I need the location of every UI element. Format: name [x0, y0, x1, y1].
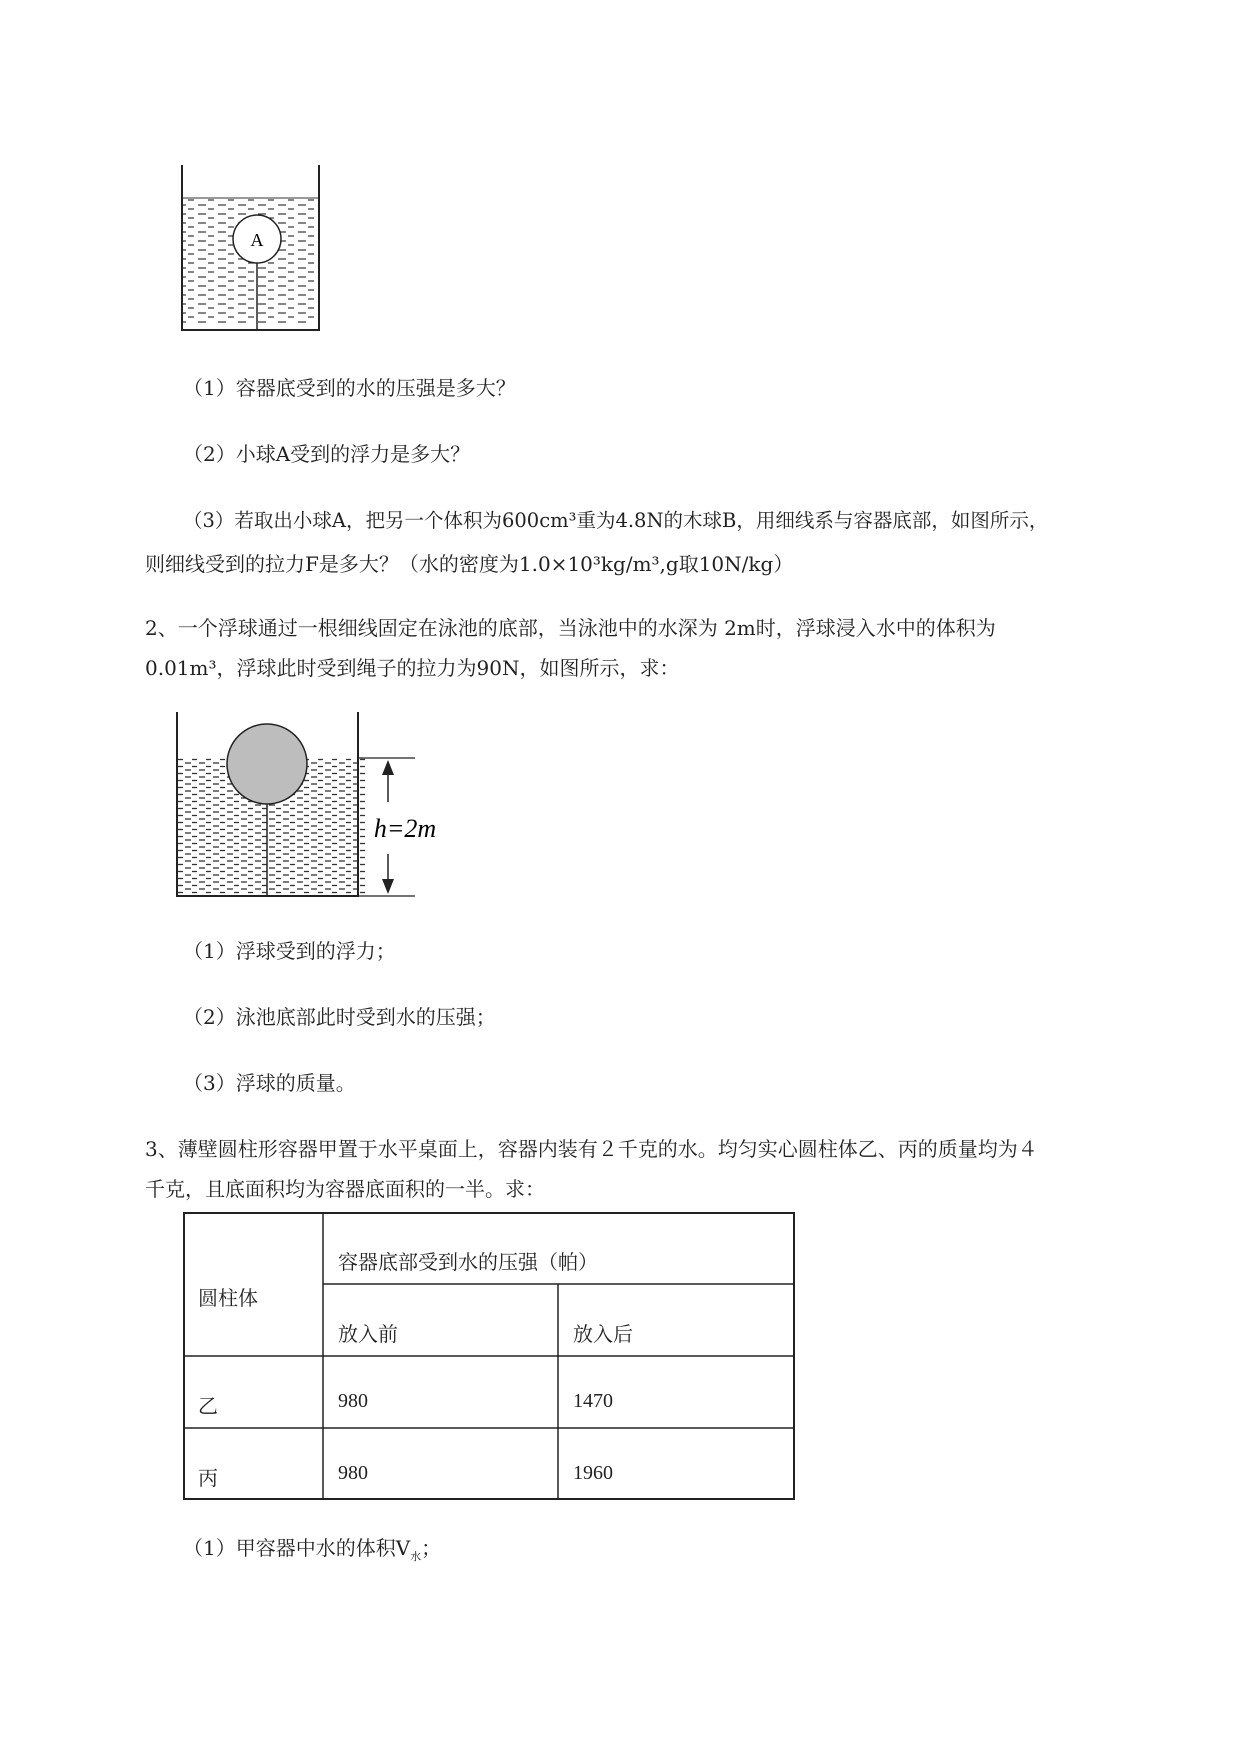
q1-sub2: （2）小球A受到的浮力是多大？ — [183, 442, 471, 466]
pool-float-figure — [170, 712, 440, 902]
col-before-header: 放入前 — [338, 1324, 398, 1346]
q3-line2: 千克，且底面积均为容器底面积的一半。求： — [145, 1177, 545, 1201]
row-yi-name: 乙 — [198, 1396, 218, 1418]
q3-sub1-subscript: 水 — [410, 1550, 422, 1563]
q3-sub1-text: （1）甲容器中水的体积V — [183, 1536, 411, 1560]
depth-label: h=2m — [373, 814, 437, 843]
q1-sub3-line2: 则细线受到的拉力F是多大？（水的密度为1.0×10³kg/m³,g取10N/kg） — [145, 552, 794, 576]
pressure-table — [183, 1212, 795, 1500]
row-header-cell: 圆柱体 — [198, 1288, 258, 1310]
q1-sub3-line1: （3）若取出小球A，把另一个体积为600cm³重为4.8N的木球B，用细线系与容器底部，如图所示， — [183, 509, 1049, 532]
q3-sub1-end: ； — [421, 1536, 442, 1560]
q3-sub1 — [183, 1534, 441, 1571]
col-after-header: 放入后 — [573, 1324, 633, 1346]
row-yi-before: 980 — [338, 1390, 368, 1412]
group-header-cell: 容器底部受到水的压强（帕） — [338, 1252, 598, 1274]
row-bing-after: 1960 — [573, 1462, 613, 1484]
q2-sub2: （2）泳池底部此时受到水的压强； — [183, 1005, 496, 1029]
q2-line1: 2、一个浮球通过一根细线固定在泳池的底部，当泳池中的水深为 2m时，浮球浸入水中的体积为 — [145, 616, 996, 640]
q2-sub1: （1）浮球受到的浮力； — [183, 939, 396, 963]
q2-line2: 0.01m³，浮球此时受到绳子的拉力为90N，如图所示，求： — [145, 656, 680, 680]
row-bing-name: 丙 — [198, 1468, 218, 1490]
row-bing-before: 980 — [338, 1462, 368, 1484]
q3-line1: 3、薄壁圆柱形容器甲置于水平桌面上，容器内装有２千克的水。均匀实心圆柱体乙、丙的质量均为４ — [145, 1137, 1038, 1161]
q1-sub1: （1）容器底受到的水的压强是多大？ — [183, 376, 516, 400]
row-yi-after: 1470 — [573, 1390, 613, 1412]
container-ball-a-figure — [175, 165, 325, 335]
ball-a-label: A — [250, 230, 264, 250]
q2-sub3: （3）浮球的质量。 — [183, 1071, 356, 1095]
